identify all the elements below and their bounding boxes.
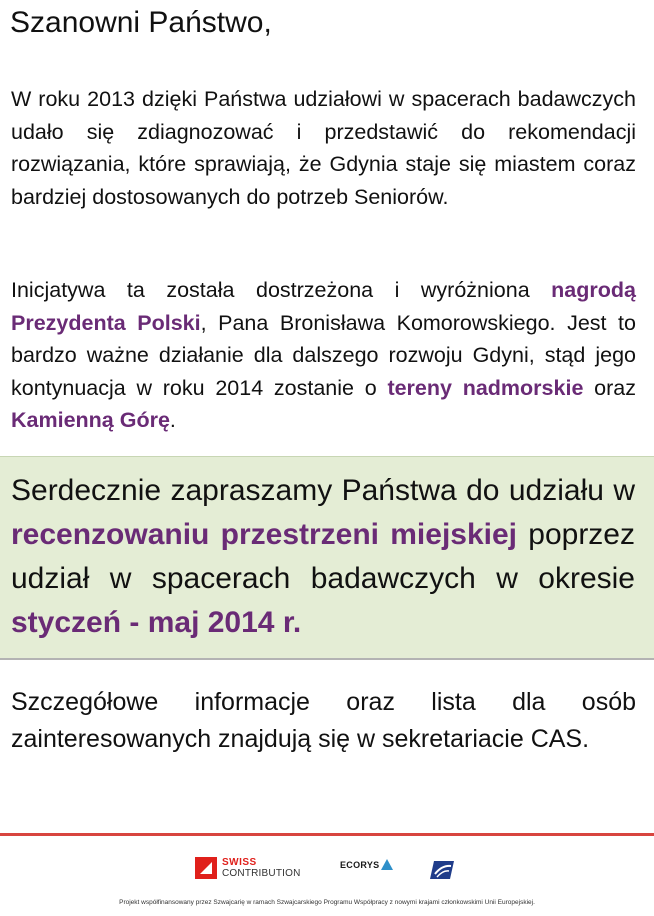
greeting-heading: Szanowni Państwo, (10, 6, 272, 39)
award-text-1: Inicjatywa ta została dostrzeżona i wyróżniona (11, 278, 552, 302)
kamienna-gora-highlight: Kamienną Górę (11, 408, 170, 432)
review-highlight: recenzowaniu przestrzeni miejskiej (11, 518, 518, 551)
award-highlight: nagrodą Prezydenta Polski (11, 278, 636, 335)
invitation-box (0, 456, 654, 660)
period-highlight: styczeń - maj 2014 r. (11, 606, 302, 639)
swiss-logo-icon (195, 857, 217, 879)
award-text-3: oraz (583, 375, 636, 400)
swiss-contribution-logo (195, 857, 301, 879)
swiss-logo-line1: SWISS (222, 857, 257, 868)
swiss-logo-text (222, 857, 301, 879)
ecorys-logo-text: ECORYS (340, 859, 380, 870)
paragraph-award (11, 274, 636, 437)
coastal-areas-highlight: tereny nadmorskie (387, 375, 584, 400)
ecorys-triangle-icon (381, 859, 393, 870)
invitation-text-1: Serdecznie zapraszamy Państwa do udziału w (11, 474, 635, 507)
swiss-logo-line2: CONTRIBUTION (222, 868, 301, 879)
invitation-text (11, 469, 635, 645)
ecorys-logo (340, 859, 393, 870)
award-text-4: . (169, 408, 176, 432)
footer-divider (0, 833, 654, 836)
details-paragraph: Szczegółowe informacje oraz lista dla osób zainteresowanych znajdują się w sekretariacie CAS. (11, 688, 636, 753)
funding-note: Projekt współfinansowany przez Szwajcarię w ramach Szwajcarskiego Programu Współpracy z nowymi krajami członkowskimi Unii Europejskiej. (119, 899, 535, 906)
award-text-2: , Pana Bronisława Komorowskiego. Jest to bardzo ważne działanie dla dalszego rozwoju Gdyni, stąd jego kontynuacja w roku 2014 zostanie o (11, 310, 636, 400)
cas-logo-icon (430, 859, 456, 881)
paragraph-intro: W roku 2013 dzięki Państwa udziałowi w spacerach badawczych udało się zdiagnozować i przedstawić do rekomendacji rozwiązania, które sprawiają, że Gdynia staje się miastem coraz bardziej dostosowanych do potrzeb Seniorów. (11, 87, 636, 209)
invitation-text-2: poprzez udział w spacerach badawczych w okresie (11, 518, 635, 595)
